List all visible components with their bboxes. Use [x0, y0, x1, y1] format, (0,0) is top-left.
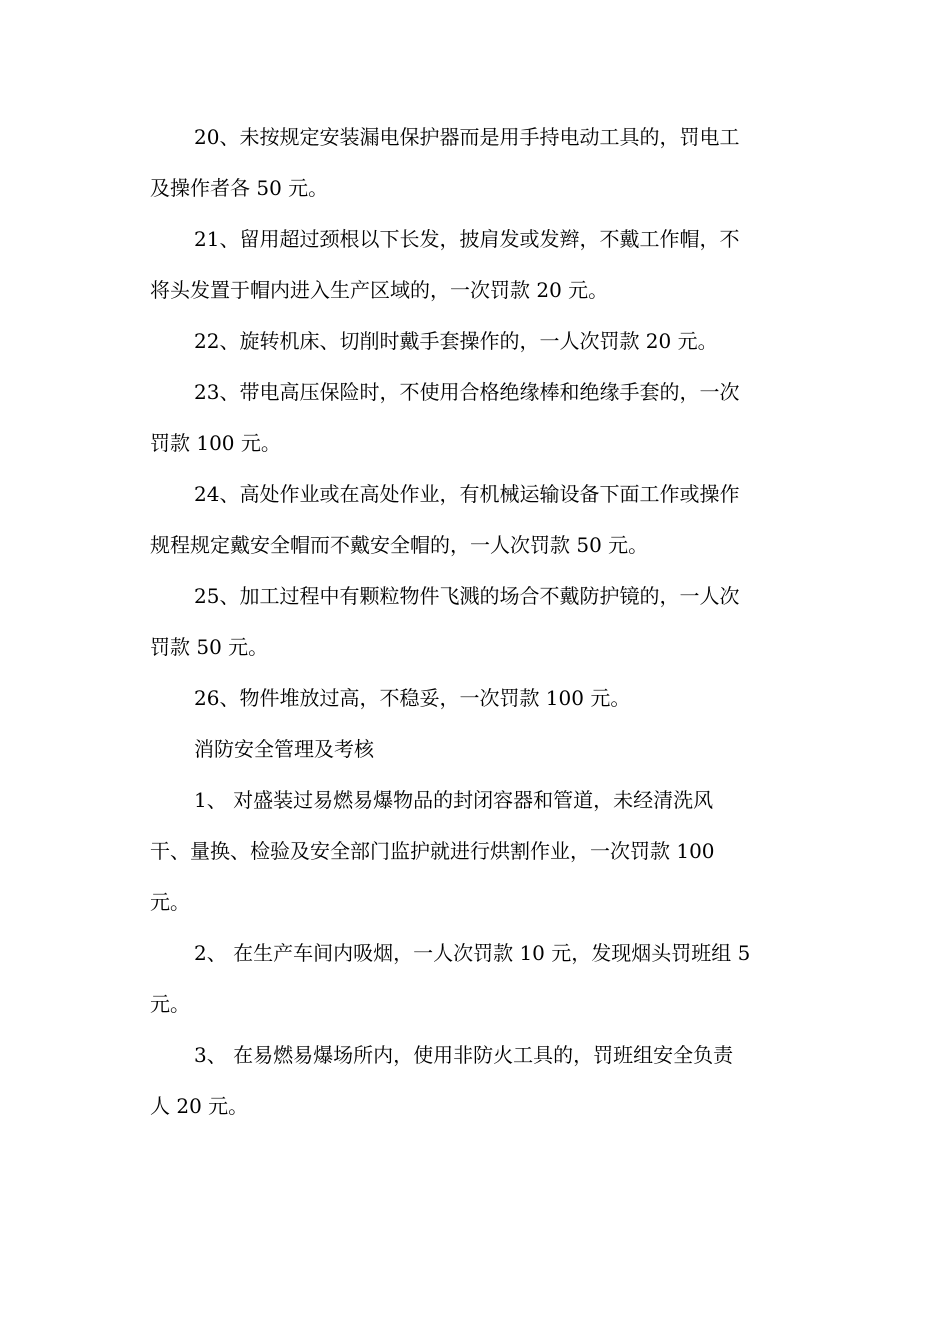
paragraph-fire-item-2 [150, 928, 800, 1030]
paragraph-first-line: 25、加工过程中有颗粒物件飞溅的场合不戴防护镜的，一人次 [194, 584, 740, 608]
paragraph-continuation-line: 罚款 100 元。 [150, 431, 281, 455]
paragraph-first-line: 22、旋转机床、切削时戴手套操作的，一人次罚款 20 元。 [194, 329, 718, 353]
paragraph-first-line: 23、带电高压保险时，不使用合格绝缘棒和绝缘手套的，一次 [194, 380, 740, 404]
paragraph-continuation-line: 将头发置于帽内进入生产区域的，一次罚款 20 元。 [150, 278, 609, 302]
paragraph-first-line: 20、未按规定安装漏电保护器而是用手持电动工具的，罚电工 [194, 125, 740, 149]
paragraph-continuation-line: 元。 [150, 992, 190, 1016]
paragraph-fire-item-3 [150, 1030, 800, 1132]
paragraph-first-line: 消防安全管理及考核 [194, 737, 374, 761]
paragraph-first-line: 3、 在易燃易爆场所内，使用非防火工具的，罚班组安全负责 [194, 1043, 734, 1067]
paragraph-continuation-line: 人 20 元。 [150, 1094, 249, 1118]
paragraph-item-23 [150, 367, 800, 469]
paragraph-continuation-line: 干、量换、检验及安全部门监护就进行烘割作业，一次罚款 100 [150, 839, 715, 863]
paragraph-item-22 [150, 316, 800, 367]
paragraph-first-line: 2、 在生产车间内吸烟，一人次罚款 10 元，发现烟头罚班组 5 [194, 941, 751, 965]
paragraph-continuation-line: 罚款 50 元。 [150, 635, 269, 659]
paragraph-item-26 [150, 673, 800, 724]
paragraph-section-heading [150, 724, 800, 775]
paragraph-continuation-line: 规程规定戴安全帽而不戴安全帽的，一人次罚款 50 元。 [150, 533, 649, 557]
paragraph-fire-item-1 [150, 775, 800, 928]
paragraph-item-25 [150, 571, 800, 673]
paragraph-item-21 [150, 214, 800, 316]
paragraph-item-20 [150, 112, 800, 214]
paragraph-continuation-line: 元。 [150, 890, 190, 914]
paragraph-continuation-line: 及操作者各 50 元。 [150, 176, 329, 200]
paragraph-first-line: 24、高处作业或在高处作业，有机械运输设备下面工作或操作 [194, 482, 740, 506]
paragraph-first-line: 1、 对盛装过易燃易爆物品的封闭容器和管道，未经清洗风 [194, 788, 714, 812]
document-body [150, 112, 800, 1132]
paragraph-first-line: 21、留用超过颈根以下长发，披肩发或发辫，不戴工作帽，不 [194, 227, 740, 251]
paragraph-first-line: 26、物件堆放过高，不稳妥，一次罚款 100 元。 [194, 686, 631, 710]
paragraph-item-24 [150, 469, 800, 571]
